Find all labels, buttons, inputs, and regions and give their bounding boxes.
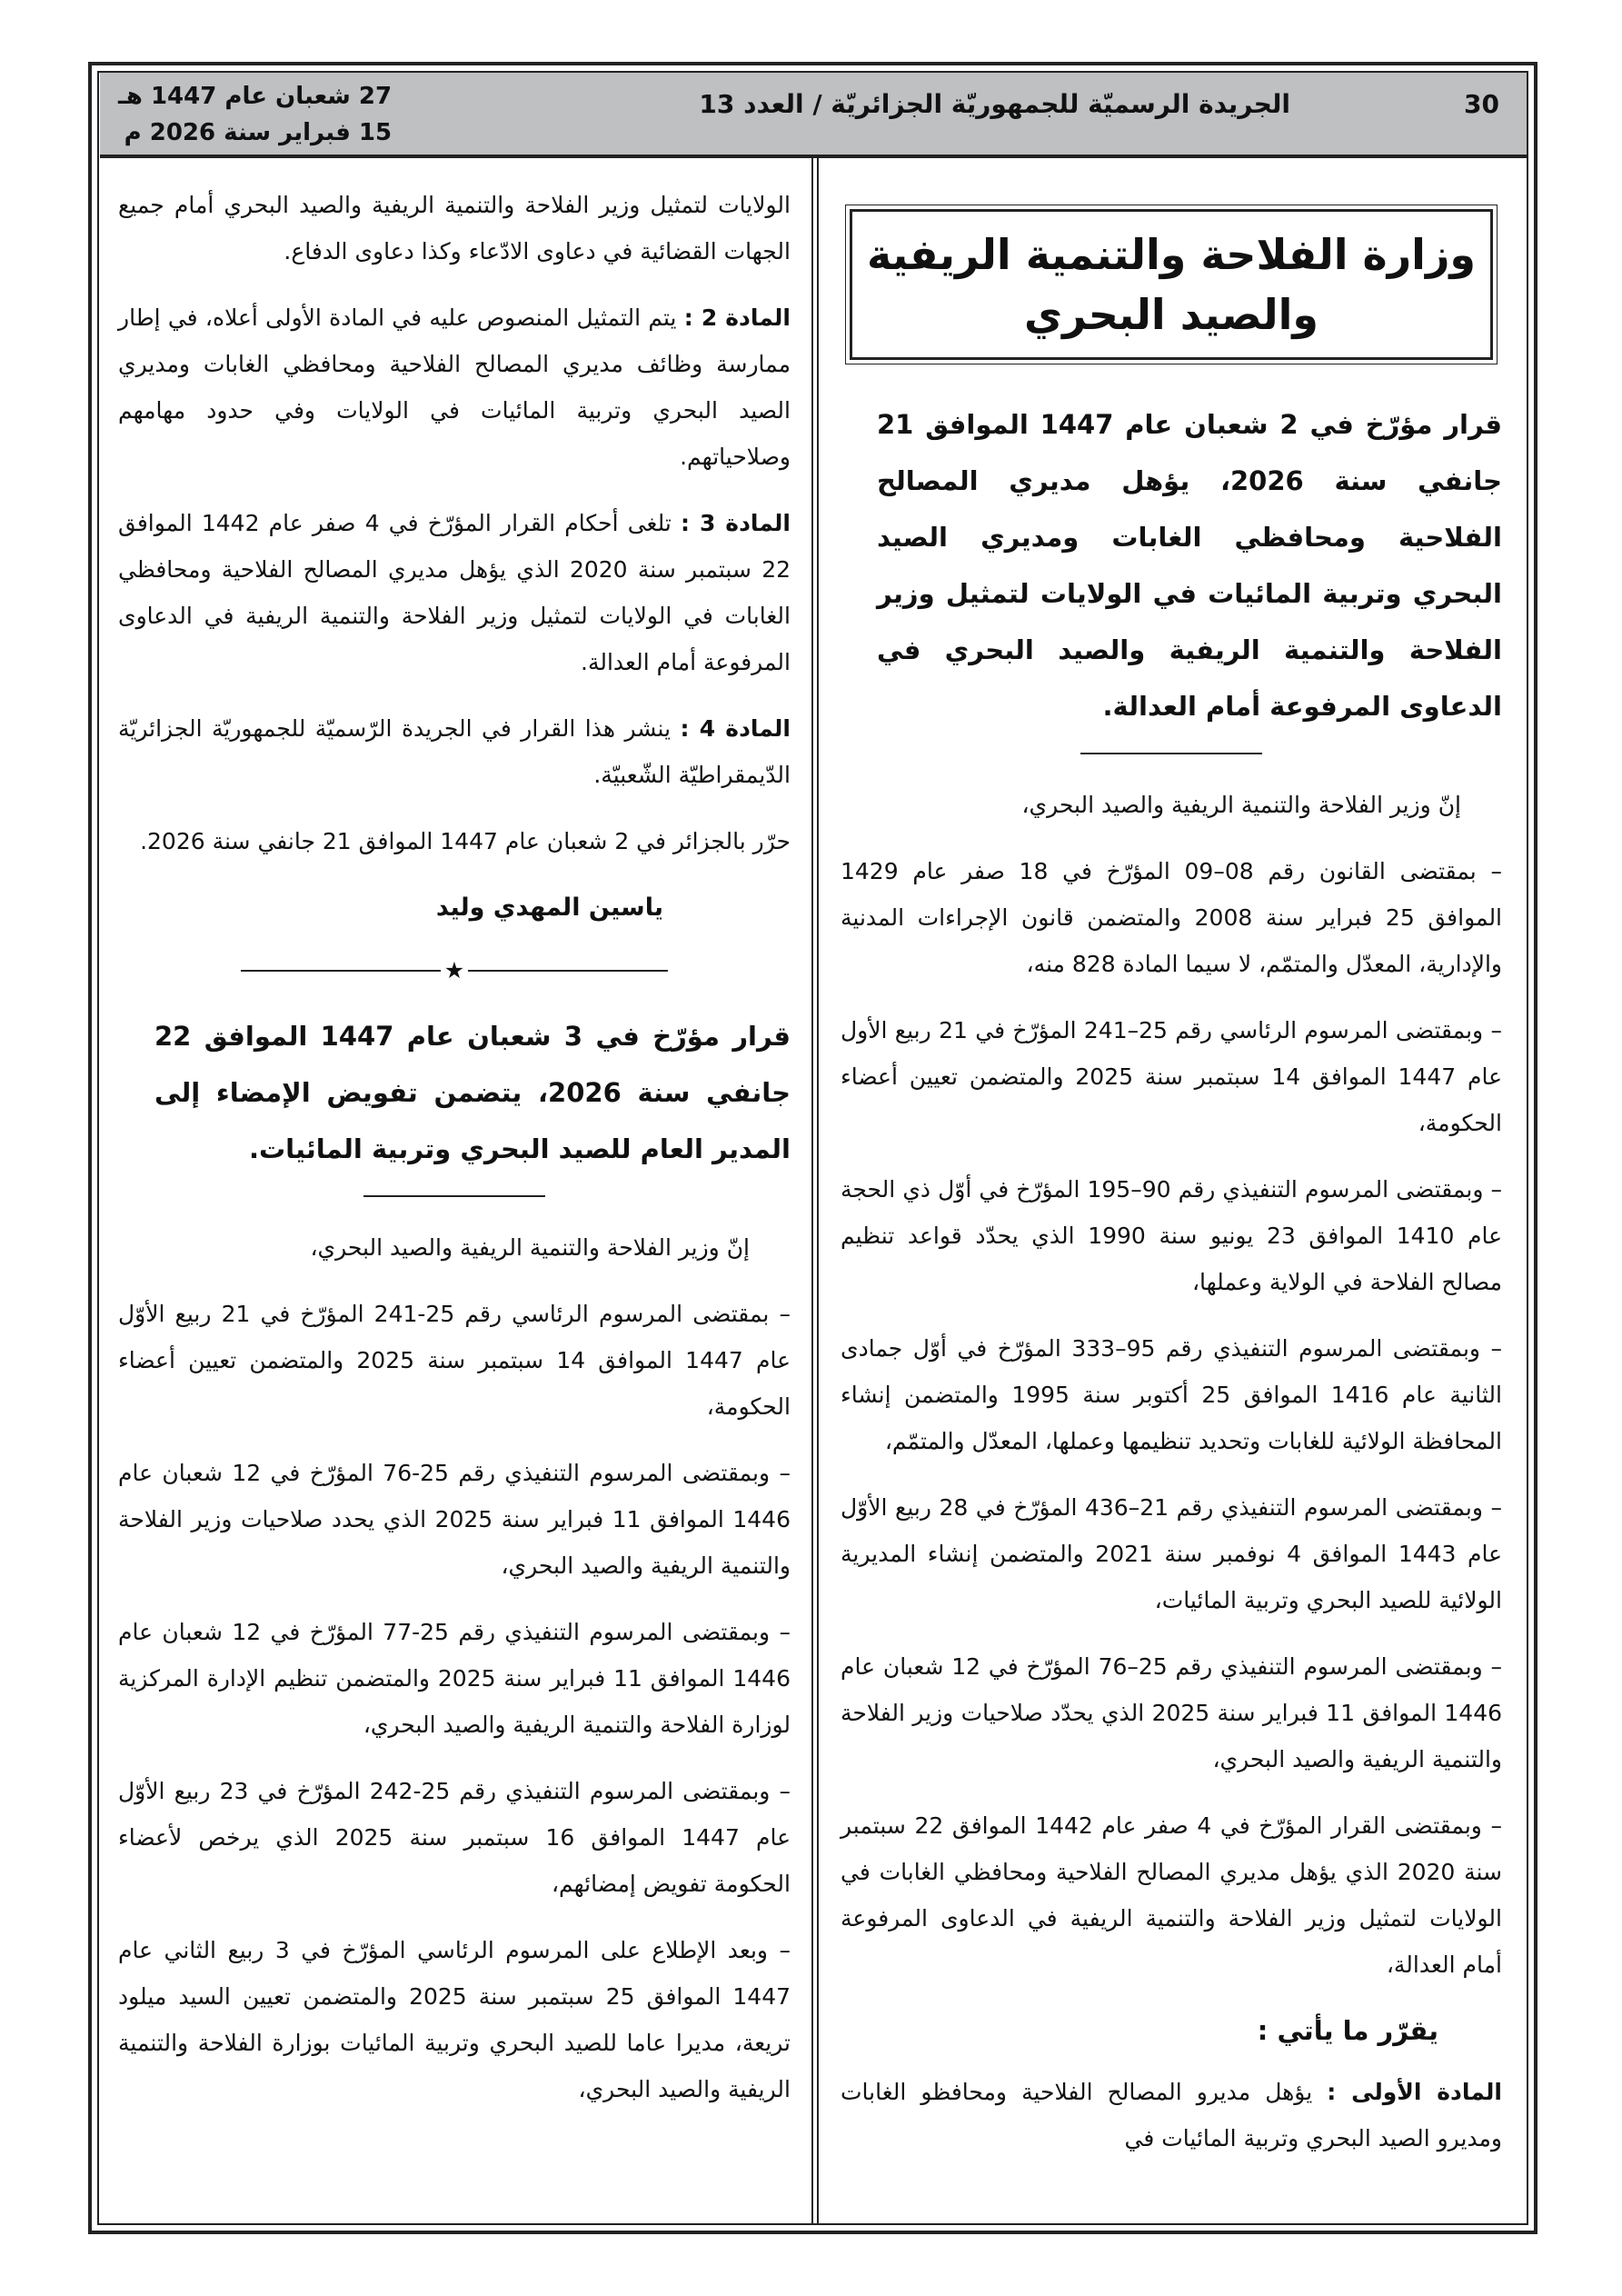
paragraph: إنّ وزير الفلاحة والتنمية الريفية والصيد البحري، bbox=[310, 1234, 750, 1261]
paragraph: الولايات لتمثيل وزير الفلاحة والتنمية الريفية والصيد البحري أمام جميع الجهات القضائية في دعاوى الادّعاء وكذا دعاوى الدفاع. bbox=[118, 192, 791, 265]
article-label: المادة 2 : bbox=[683, 304, 791, 331]
article-label: المادة 4 : bbox=[680, 715, 791, 742]
date-hijri: 27 شعبان عام 1447 هـ bbox=[118, 83, 393, 110]
paragraph: – وبعد الإطلاع على المرسوم الرئاسي المؤرّخ في 3 ربيع الثاني عام 1447 الموافق 25 سبتمبر سنة 2025 والمتضمن تعيين السيد ميلود تريعة، مديرا عاما للصيد البحري وتربية المائيات بوزارة الفلاحة والتنمية الريفية والصيد البحري، bbox=[118, 1937, 791, 2102]
gazette-title: الجريدة الرسميّة للجمهوريّة الجزائريّة / العدد 13 bbox=[699, 89, 1290, 119]
page-header bbox=[100, 73, 1527, 158]
issue-date bbox=[118, 78, 392, 151]
ministry-title: وزارة الفلاحة والتنمية الريفية والصيد البحري bbox=[850, 209, 1493, 360]
paragraph: – بمقتضى القانون رقم 08–09 المؤرّخ في 18 صفر عام 1429 الموافق 25 فبراير سنة 2008 والمتضمن قانون الإجراءات المدنية والإدارية، المعدّل والمتمّم، لا سيما المادة 828 منه، bbox=[841, 858, 1503, 977]
paragraph: – وبمقتضى المرسوم الرئاسي رقم 25–241 المؤرّخ في 21 ربيع الأول عام 1447 الموافق 14 سبتمبر سنة 2025 والمتضمن تعيين أعضاء الحكومة، bbox=[841, 1017, 1503, 1136]
paragraph: – وبمقتضى المرسوم التنفيذي رقم 25–76 المؤرّخ في 12 شعبان عام 1446 الموافق 11 فبراير سنة 2025 الذي يحدّد صلاحيات وزير الفلاحة والتنمية الريفية والصيد البحري، bbox=[841, 1653, 1503, 1772]
column-divider bbox=[811, 158, 819, 2223]
article-text: يتم التمثيل المنصوص عليه في المادة الأولى أعلاه، في إطار ممارسة وظائف مديري المصالح الفلاحية ومحافظي الغابات ومديري الصيد البحري وتربية المائيات في الولايات وفي حدود مهامهم وصلاحياتهم. bbox=[118, 304, 791, 470]
article-text: ينشر هذا القرار في الجريدة الرّسميّة للجمهوريّة الجزائريّة الدّيمقراطيّة الشّعبيّة. bbox=[118, 715, 791, 788]
star-icon: ★ bbox=[443, 957, 465, 983]
separator bbox=[1080, 753, 1262, 754]
paragraph: – وبمقتضى المرسوم التنفيذي رقم 95–333 المؤرّخ في أوّل جمادى الثانية عام 1416 الموافق 25 أكتوبر سنة 1995 والمتضمن إنشاء المحافظة الولائية للغابات وتحديد تنظيمها وعملها، المعدّل والمتمّم، bbox=[841, 1335, 1502, 1454]
decree-title: قرار مؤرّخ في 2 شعبان عام 1447 الموافق 21 جانفي سنة 2026، يؤهل مديري المصالح الفلاحية ومحافظي الغابات ومديري الصيد البحري وتربية المائيات في الولايات لتمثيل وزير الفلاحة والتنمية الريفية والصيد البحري في الدعاوى المرفوعة أمام العدالة. bbox=[877, 409, 1503, 722]
done-at: حرّر بالجزائر في 2 شعبان عام 1447 الموافق 21 جانفي سنة 2026. bbox=[140, 828, 791, 854]
star-separator bbox=[118, 947, 791, 993]
page-number: 30 bbox=[1464, 89, 1499, 119]
resolves-heading: يقرّر ما يأتي : bbox=[1257, 2015, 1438, 2046]
paragraph: – وبمقتضى المرسوم التنفيذي رقم 21–436 المؤرّخ في 28 ربيع الأوّل عام 1443 الموافق 4 نوفمبر سنة 2021 والمتضمن إنشاء المديرية الولائية للصيد البحري وتربية المائيات، bbox=[841, 1494, 1503, 1613]
paragraph: إنّ وزير الفلاحة والتنمية الريفية والصيد البحري، bbox=[1021, 792, 1461, 818]
paragraph: – وبمقتضى القرار المؤرّخ في 4 صفر عام 1442 الموافق 22 سبتمبر سنة 2020 الذي يؤهل مديري المصالح الفلاحية ومحافظي الغابات في الولايات لتمثيل وزير الفلاحة والتنمية الريفية في الدعاوى المرفوعة أمام العدالة، bbox=[841, 1812, 1503, 1978]
article-label: المادة 3 : bbox=[681, 510, 791, 536]
article-4 bbox=[118, 705, 791, 798]
article-1 bbox=[841, 2069, 1502, 2161]
article-3 bbox=[118, 500, 791, 685]
paragraph: – وبمقتضى المرسوم التنفيذي رقم 90–195 المؤرّخ في أوّل ذي الحجة عام 1410 الموافق 23 يونيو سنة 1990 الذي يحدّد قواعد تنظيم مصالح الفلاحة في الولاية وعملها، bbox=[841, 1176, 1503, 1295]
signature: ياسين المهدي وليد bbox=[435, 893, 663, 922]
decree-title-2: قرار مؤرّخ في 3 شعبان عام 1447 الموافق 22 جانفي سنة 2026، يتضمن تفويض الإمضاء إلى المدير العام للصيد البحري وتربية المائيات. bbox=[154, 1021, 791, 1164]
article-text: تلغى أحكام القرار المؤرّخ في 4 صفر عام 1442 الموافق 22 سبتمبر سنة 2020 الذي يؤهل مديري المصالح الفلاحية ومحافظي الغابات في الولايات لتمثيل وزير الفلاحة والتنمية الريفية في الدعاوى المرفوعة أمام العدالة. bbox=[118, 510, 791, 675]
paragraph: – وبمقتضى المرسوم التنفيذي رقم 25-242 المؤرّخ في 23 ربيع الأوّل عام 1447 الموافق 16 سبتمبر سنة 2025 الذي يرخص لأعضاء الحكومة تفويض إمضائهم، bbox=[118, 1778, 791, 1897]
date-gregorian: 15 فبراير سنة 2026 م bbox=[124, 119, 393, 146]
paragraph: – وبمقتضى المرسوم التنفيذي رقم 25-77 المؤرّخ في 12 شعبان عام 1446 الموافق 11 فبراير سنة 2025 والمتضمن تنظيم الإدارة المركزية لوزارة الفلاحة والتنمية الريفية والصيد البحري، bbox=[118, 1619, 791, 1738]
article-label: المادة الأولى : bbox=[1327, 2079, 1502, 2105]
left-column bbox=[118, 182, 791, 2132]
paragraph: – وبمقتضى المرسوم التنفيذي رقم 25-76 المؤرّخ في 12 شعبان عام 1446 الموافق 11 فبراير سنة 2025 الذي يحدد صلاحيات وزير الفلاحة والتنمية الريفية والصيد البحري، bbox=[118, 1460, 791, 1579]
right-column bbox=[841, 182, 1502, 2181]
article-text: يؤهل مديرو المصالح الفلاحية ومحافظو الغابات ومديرو الصيد البحري وتربية المائيات في bbox=[841, 2079, 1502, 2151]
paragraph: – بمقتضى المرسوم الرئاسي رقم 25-241 المؤرّخ في 21 ربيع الأوّل عام 1447 الموافق 14 سبتمبر سنة 2025 والمتضمن تعيين أعضاء الحكومة، bbox=[118, 1301, 791, 1420]
separator bbox=[363, 1195, 545, 1197]
article-2 bbox=[118, 294, 791, 480]
